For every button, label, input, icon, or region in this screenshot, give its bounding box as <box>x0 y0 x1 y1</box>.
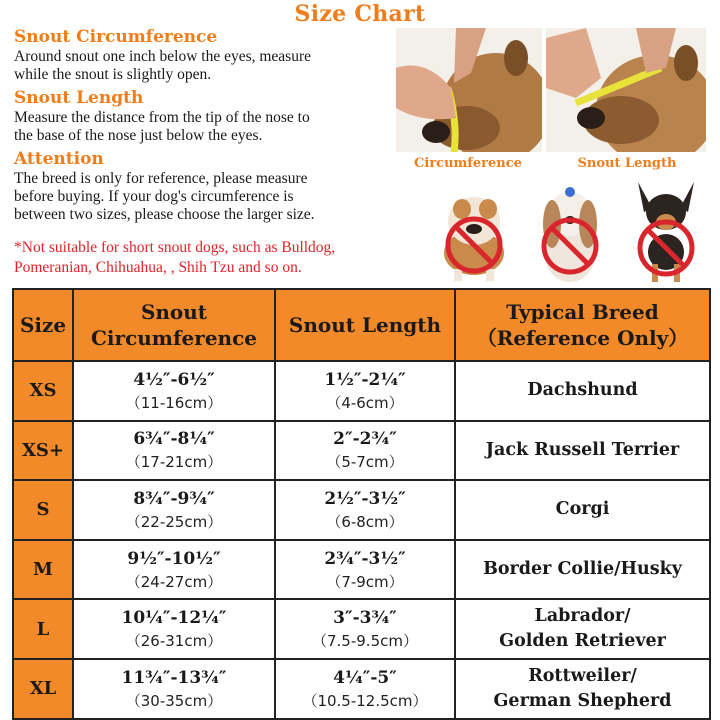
header-line: （Reference Only） <box>476 326 689 350</box>
inch-value: 2½″-3½″ <box>324 488 406 509</box>
section-line: while the snout is slightly open. <box>14 66 212 83</box>
header-length: Snout Length <box>275 289 455 361</box>
cm-value: （4-6cm） <box>326 393 404 412</box>
table-row <box>13 659 710 719</box>
circumference-cell <box>73 599 275 659</box>
length-cell <box>275 540 455 600</box>
breed-line: Labrador/ <box>534 606 631 627</box>
section-length <box>14 87 409 145</box>
breed-line: Golden Retriever <box>499 631 666 652</box>
circumference-cell <box>73 480 275 540</box>
inch-value: 9½″-10½″ <box>127 548 221 569</box>
instructions <box>14 26 409 227</box>
cm-value: （7-9cm） <box>326 572 404 591</box>
section-line: between two sizes, please choose the larger size. <box>14 206 315 223</box>
inch-value: 2″-2¾″ <box>333 429 397 450</box>
cm-value: （6-8cm） <box>326 512 404 531</box>
section-line: The breed is only for reference, please measure <box>14 170 308 187</box>
circumference-cell <box>73 421 275 481</box>
inch-value: 4¼″-5″ <box>333 667 397 688</box>
size-label: XS+ <box>13 421 73 481</box>
cm-value: （22-25cm） <box>125 512 223 531</box>
section-heading: Attention <box>14 149 104 169</box>
inch-value: 8¾″-9¾″ <box>133 488 215 509</box>
breed-line: German Shepherd <box>493 690 672 711</box>
table-row <box>13 361 710 421</box>
inch-value: 3″-3¾″ <box>333 608 397 629</box>
header-size: Size <box>13 289 73 361</box>
size-table <box>12 288 711 720</box>
length-cell <box>275 480 455 540</box>
size-label: XS <box>13 361 73 421</box>
cm-value: （10.5-12.5cm） <box>302 691 428 710</box>
circumference-cell <box>73 659 275 719</box>
breed-line: Dachshund <box>527 380 638 401</box>
length-cell <box>275 361 455 421</box>
length-cell <box>275 421 455 481</box>
header-breed <box>455 289 710 361</box>
table-row <box>13 421 710 481</box>
circumference-photo <box>396 28 542 152</box>
cm-value: （11-16cm） <box>125 393 223 412</box>
cm-value: （30-35cm） <box>125 691 223 710</box>
size-label: XL <box>13 659 73 719</box>
cm-value: （7.5-9.5cm） <box>312 632 418 651</box>
cm-value: （5-7cm） <box>326 453 404 472</box>
warning-line: *Not suitable for short snout dogs, such as Bulldog, <box>14 239 336 256</box>
inch-value: 1½″-2¼″ <box>324 369 406 390</box>
inch-value: 4½″-6½″ <box>133 369 215 390</box>
section-line: before buying. If your dog's circumference is <box>14 188 294 205</box>
breed-line: Border Collie/Husky <box>483 559 682 580</box>
inch-value: 2¾″-3½″ <box>324 548 406 569</box>
table-row <box>13 599 710 659</box>
breed-cell <box>455 480 710 540</box>
header-line: Snout <box>140 300 208 324</box>
length-cell <box>275 659 455 719</box>
breed-cell <box>455 599 710 659</box>
section-line: the base of the nose just below the eyes. <box>14 127 263 144</box>
header-line: Typical Breed <box>506 300 659 324</box>
shih-tzu-no-icon <box>530 180 610 284</box>
header-line: Circumference <box>91 326 257 350</box>
breed-cell <box>455 361 710 421</box>
cm-value: （24-27cm） <box>125 572 223 591</box>
breed-line: Jack Russell Terrier <box>485 439 680 460</box>
breed-cell <box>455 659 710 719</box>
section-body <box>14 48 409 84</box>
cm-value: （17-21cm） <box>125 453 223 472</box>
circumference-caption: Circumference <box>414 156 522 171</box>
inch-value: 6¾″-8¼″ <box>133 429 215 450</box>
header-circumference <box>73 289 275 361</box>
size-label: L <box>13 599 73 659</box>
section-line: Measure the distance from the tip of the nose to <box>14 109 310 126</box>
circumference-cell <box>73 540 275 600</box>
section-body <box>14 170 409 224</box>
size-label: S <box>13 480 73 540</box>
breed-cell <box>455 421 710 481</box>
inch-value: 10¼″-12¼″ <box>121 608 227 629</box>
length-cell <box>275 599 455 659</box>
section-body <box>14 109 409 145</box>
chihuahua-no-icon <box>624 178 708 284</box>
table-header-row <box>13 289 710 361</box>
section-circumference <box>14 26 409 84</box>
breed-line: Rottweiler/ <box>528 665 637 686</box>
breed-line: Corgi <box>555 499 610 520</box>
bulldog-no-icon <box>432 183 516 283</box>
section-heading: Snout Length <box>14 88 144 108</box>
breed-cell <box>455 540 710 600</box>
cm-value: （26-31cm） <box>125 632 223 651</box>
section-heading: Snout Circumference <box>14 27 218 47</box>
table-row <box>13 540 710 600</box>
section-line: Around snout one inch below the eyes, measure <box>14 48 312 65</box>
size-label: M <box>13 540 73 600</box>
section-attention <box>14 148 409 224</box>
snout-length-photo <box>546 28 706 152</box>
inch-value: 11¾″-13¾″ <box>121 667 227 688</box>
page-title: Size Chart <box>294 1 426 27</box>
warning-note <box>14 238 414 278</box>
table-row <box>13 480 710 540</box>
warning-line: Pomeranian, Chihuahua, , Shih Tzu and so on. <box>14 259 302 276</box>
circumference-cell <box>73 361 275 421</box>
snout-length-caption: Snout Length <box>577 156 677 171</box>
